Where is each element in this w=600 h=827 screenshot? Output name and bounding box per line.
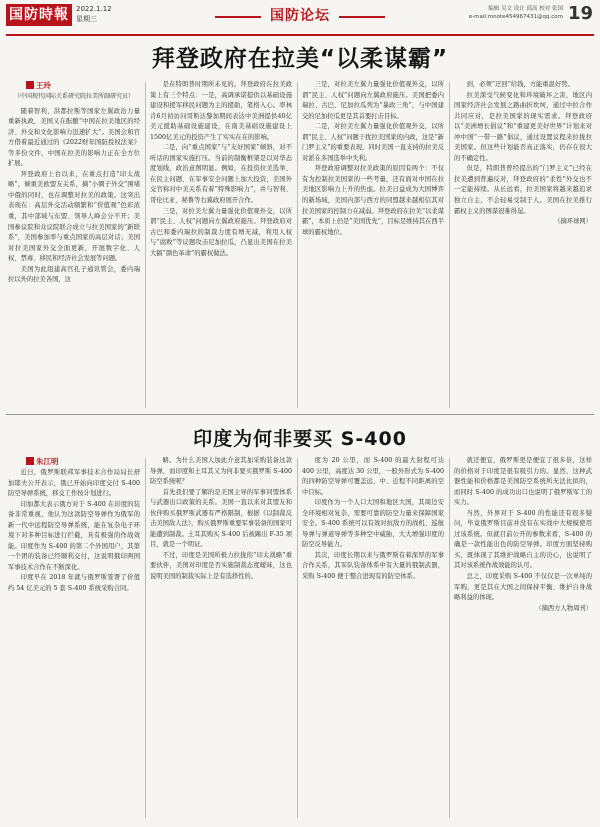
page-number: 19	[568, 3, 594, 24]
masthead	[0, 0, 600, 36]
paragraph: 拜登政府上台以来，在重点打造“印太战略”，倾重美欧盟友关系，摘“小圈子外交”围堵中俄的同时，也在调整对拉美的政策。这突出表现在：高层外交活动频繁和“价值观”色彩浓重，其中部域与东盟、领导人峰会分不开；美国参议院和众议院联合成立与拉美国家的“新联系”，美国参加率与重点国家的高层对话；美国对拉美国家外交全面更新，开展数字化、人权、禁毒、移民和经济社会发展等问题。	[8, 170, 140, 263]
paragraph: 二是，向“重点国家”与“友好国家”倾斜，对不听话的国家实施打压。当前的制衡框架是以对华态度划线，政治意图明显。例如，在投资拉美选举、在民主问题、在军事安全问题上加大投资，美国外交官称对中美关系有着“特殊影响力”，并与智利、哥伦比亚、秘鲁等右翼政府展开合作。	[150, 144, 292, 205]
paragraph: 到，必须“迂回”给钱，方能重温好势。	[466, 81, 574, 88]
editor-credits	[425, 5, 563, 21]
article1-column-3	[302, 80, 444, 410]
paragraph: 美国为此组建高官孔子通讯管会，委内瑞拉以外的拉美各国，这	[8, 265, 140, 284]
paragraph: 是在特朗普时期所未见的。拜登政府在拉美政策上有三个特点：一是，高调承诺提供以基础设施建设和援军移民问题为主的援助，笔格入心。率林肯6月初访问哥斯达黎加期间表达中美洲提供40亿美元援助基础设施建设，在南美基础设施建设上1500亿美元的投资产生了实实在在的影响。	[150, 81, 292, 141]
paragraph: 三是，对拉美左翼力量强化价值观外交，以所谓“民主、人权”问题向左翼政府施压。美国把委内瑞拉、古巴、尼加拉瓜列为“暴政三角”，与中国建交的尼加拉瓜更是其首要打击目标。	[302, 81, 444, 120]
article1-column-1	[8, 80, 140, 410]
article1-headline: 拜登政府在拉美“以柔谋霸”	[151, 46, 449, 72]
paragraph: 三是，对拉美左翼力量强化价值观外交，以所谓“民主、人权”问题向左翼政府施压。拜登政府对古巴和委内瑞拉的制裁力度有增无减，利用人权与“腐败”等议题攻击尼加拉瓜，凸显出美国在拉美大搞“颜色革命”的霸权做法。	[150, 207, 292, 257]
article2-column-2	[150, 456, 292, 820]
paragraph: 总之，印度采购 S-400 不仅仅是一次单纯的军购，更是其在大国之间保持平衡、维护自身战略利益的体现。	[454, 573, 592, 602]
banner-line-left	[215, 16, 261, 18]
column-divider	[449, 458, 450, 818]
weekday-text: 星期三	[76, 15, 97, 23]
column-divider	[145, 458, 146, 818]
paragraph: 印加都大表示俄方对于 S-400 在印度的装备非常重视，他认为这款防空导弹作为俄军的新一代中远程防空导弹系统，能在复杂电子环境下对多种目标进行拦截，具有极强的作战效能。印度作为 S-400 的第二个外国用户，其第一个团的装备已经顺利交付，这说明俄印两国军事技术合作在不断深化。	[8, 500, 140, 571]
article-divider	[6, 414, 594, 415]
paragraph: 不过，印度是美国所极力拉拢的“印太战略”重要伙伴，美国对印度是否实施制裁态度暧昧，这也说明美国的制裁实际上是有选择性的。	[150, 551, 292, 581]
article2-column-4	[454, 456, 592, 820]
paragraph: 但是，特朗普曾经提出的“门罗主义”已经在拉美遭到普遍反对，拜登政府的“柔性”外交也不一定能持续。从长远看，拉美国家将越来越追求独立自主，不会轻易受制于人。美国在拉美推行霸权主义的图谋很难得逞。	[454, 165, 592, 215]
paragraph: 略。为什么美国人加此介意其加采购装备这款导弹，而印度和土耳其又为何非要买俄罗斯 S-400 防空系统呢？	[150, 457, 292, 486]
newspaper-logo: 国防時報	[6, 4, 72, 26]
paragraph: 就还便宜，俄罗斯更是便宜了很多倍，这样的价格对于印度是很有吸引力的。显然，这种武器性能和价格都是美国防空系统所无法比拟的，而同时 S-400 的成功出口也说明了俄罗斯军工的实力。	[454, 457, 592, 507]
paragraph: 当然，外界对于 S-400 的性能还有很多疑问，毕竟俄罗斯目前并没有在实战中大规模使用过该系统。但就目前公开的参数来看，S-400 的确是一款性能出色的防空导弹。印度方面坚持购买，既体现了其维护战略自主的决心，也说明了其对该系统作战效能的认可。	[454, 509, 592, 570]
column-divider	[449, 82, 450, 408]
paragraph: 随着智利、洪都拉斯等国家左翼政治力量重新执政，美国又在酝酿“中国在拉美地区的经济、外交和文化影响力迅速扩大”。美国会和官方借着最近通过的《2022财年国防授权法案》等多份文件，中国在拉美的影响力正在全方位扩展。	[8, 107, 140, 168]
email-line: e-mail:mnote454967431@qq.com	[468, 14, 563, 20]
paragraph: 近日，俄罗斯联邦军事技术合作局局长舒加耶夫公开表示，俄已开始向印度交付 S-400 防空导弹系统，移交工作按计划进行。	[8, 469, 140, 498]
paragraph: 二是，对拉美左翼力量强化价值观外交，以所谓“民主、人权”问题干扰拉美国家的内政，这是“新门罗主义”的重要表现，同时美国一直支持的拉美反对派在多国选举中失利。	[302, 123, 444, 162]
paragraph: 拜登政府调整对拉美政策的原因有两个：不仅有为控制拉美国家的一些考量，还有面对中国在拉美地区影响力上升的焦虑。拉美日益成为大国博弈的新场域，美国内部与西方的同盟越来越相信其对拉美国家的控制力在减弱。拜登政府在拉美“以柔谋霸”，本质上仍是“美国优先”，目标是维持其在西半球的霸权地位。	[302, 165, 444, 236]
article1-author: 王玲	[36, 81, 51, 90]
paragraph: 首先我们要了解的是美国主导的军事同盟体系与武器出口政策的关系。美国一直以来对其盟友和伙伴购买俄罗斯武器有严格限制，根据《以制裁反击美国敌人法》，购买俄罗斯重要军事装备的国家可能遭到制裁。土耳其购买 S-400 后被踢出 F-35 项目，就是一个明证。	[150, 488, 292, 549]
byline-marker-icon	[26, 81, 34, 89]
column-divider	[145, 82, 146, 408]
article1-affiliation: （中国现代国际关系研究院拉美所副研究员）	[13, 93, 134, 100]
article1-column-4	[454, 80, 592, 410]
paragraph: 度为 20 公里，而 S-400 的最大射程可达 400 公里，高度达 30 公里，一般外形式为 S-400 的四种防空导弹可覆盖远、中、近程不同距离的空中目标。	[302, 457, 444, 496]
banner-line-right	[339, 16, 385, 18]
article2-column-1	[8, 456, 140, 820]
article2-headline: 印度为何非要买 S-400	[193, 428, 407, 450]
paragraph: 拉美深受气候变化和环境破坏之害，地区内国家经济社会发展之路曲折坎坷，通过中拉合作共同应对，是拉美国家的现实需求。拜登政府以“美洲增长倡议”和“重建更美好世界”计划来对冲中国“一带一路”倡议，通过设置议程来拉拢拉美国家。但这些计划能否真正落实，仍存在很大的不确定性。	[454, 91, 592, 162]
article2-column-3	[302, 456, 444, 820]
issue-date	[76, 4, 112, 24]
date-text: 2022.1.12	[76, 5, 112, 13]
article2-author: 朱江明	[36, 457, 59, 466]
article2-byline	[26, 456, 140, 468]
article1-source: （摘环球网）	[554, 218, 592, 226]
column-divider	[297, 458, 298, 818]
paragraph: 印度作为一个人口大国和地区大国，其周边安全环境相对复杂，需要可靠的防空力量来保障国家安全。S-400 系统可以有效对抗敌方的战机、巡航导弹与弹道导弹等多种空中威胁，大大增强印度的防空反导能力。	[302, 499, 444, 549]
editors-line: 编辑 吴文 设计 邱高 校对 张国	[488, 6, 563, 12]
article1-byline	[26, 80, 140, 92]
byline-marker-icon	[26, 457, 34, 465]
masthead-rule	[6, 34, 594, 36]
article2-source: （摘西方人物周刊）	[535, 604, 592, 612]
column-divider	[297, 82, 298, 408]
article1-column-2	[150, 80, 292, 410]
section-banner	[215, 2, 385, 32]
section-name: 国防论坛	[270, 8, 330, 24]
paragraph: 其次，印度长期以来与俄罗斯有着深厚的军事合作关系，其军队装备体系中有大量的俄制武器，采购 S-400 便于整合进现有的防空体系。	[302, 551, 444, 581]
paragraph: 印度早在 2018 年就与俄罗斯签署了价值约 54 亿美元的 5 套 S-400 系统采购合同。	[8, 574, 140, 593]
